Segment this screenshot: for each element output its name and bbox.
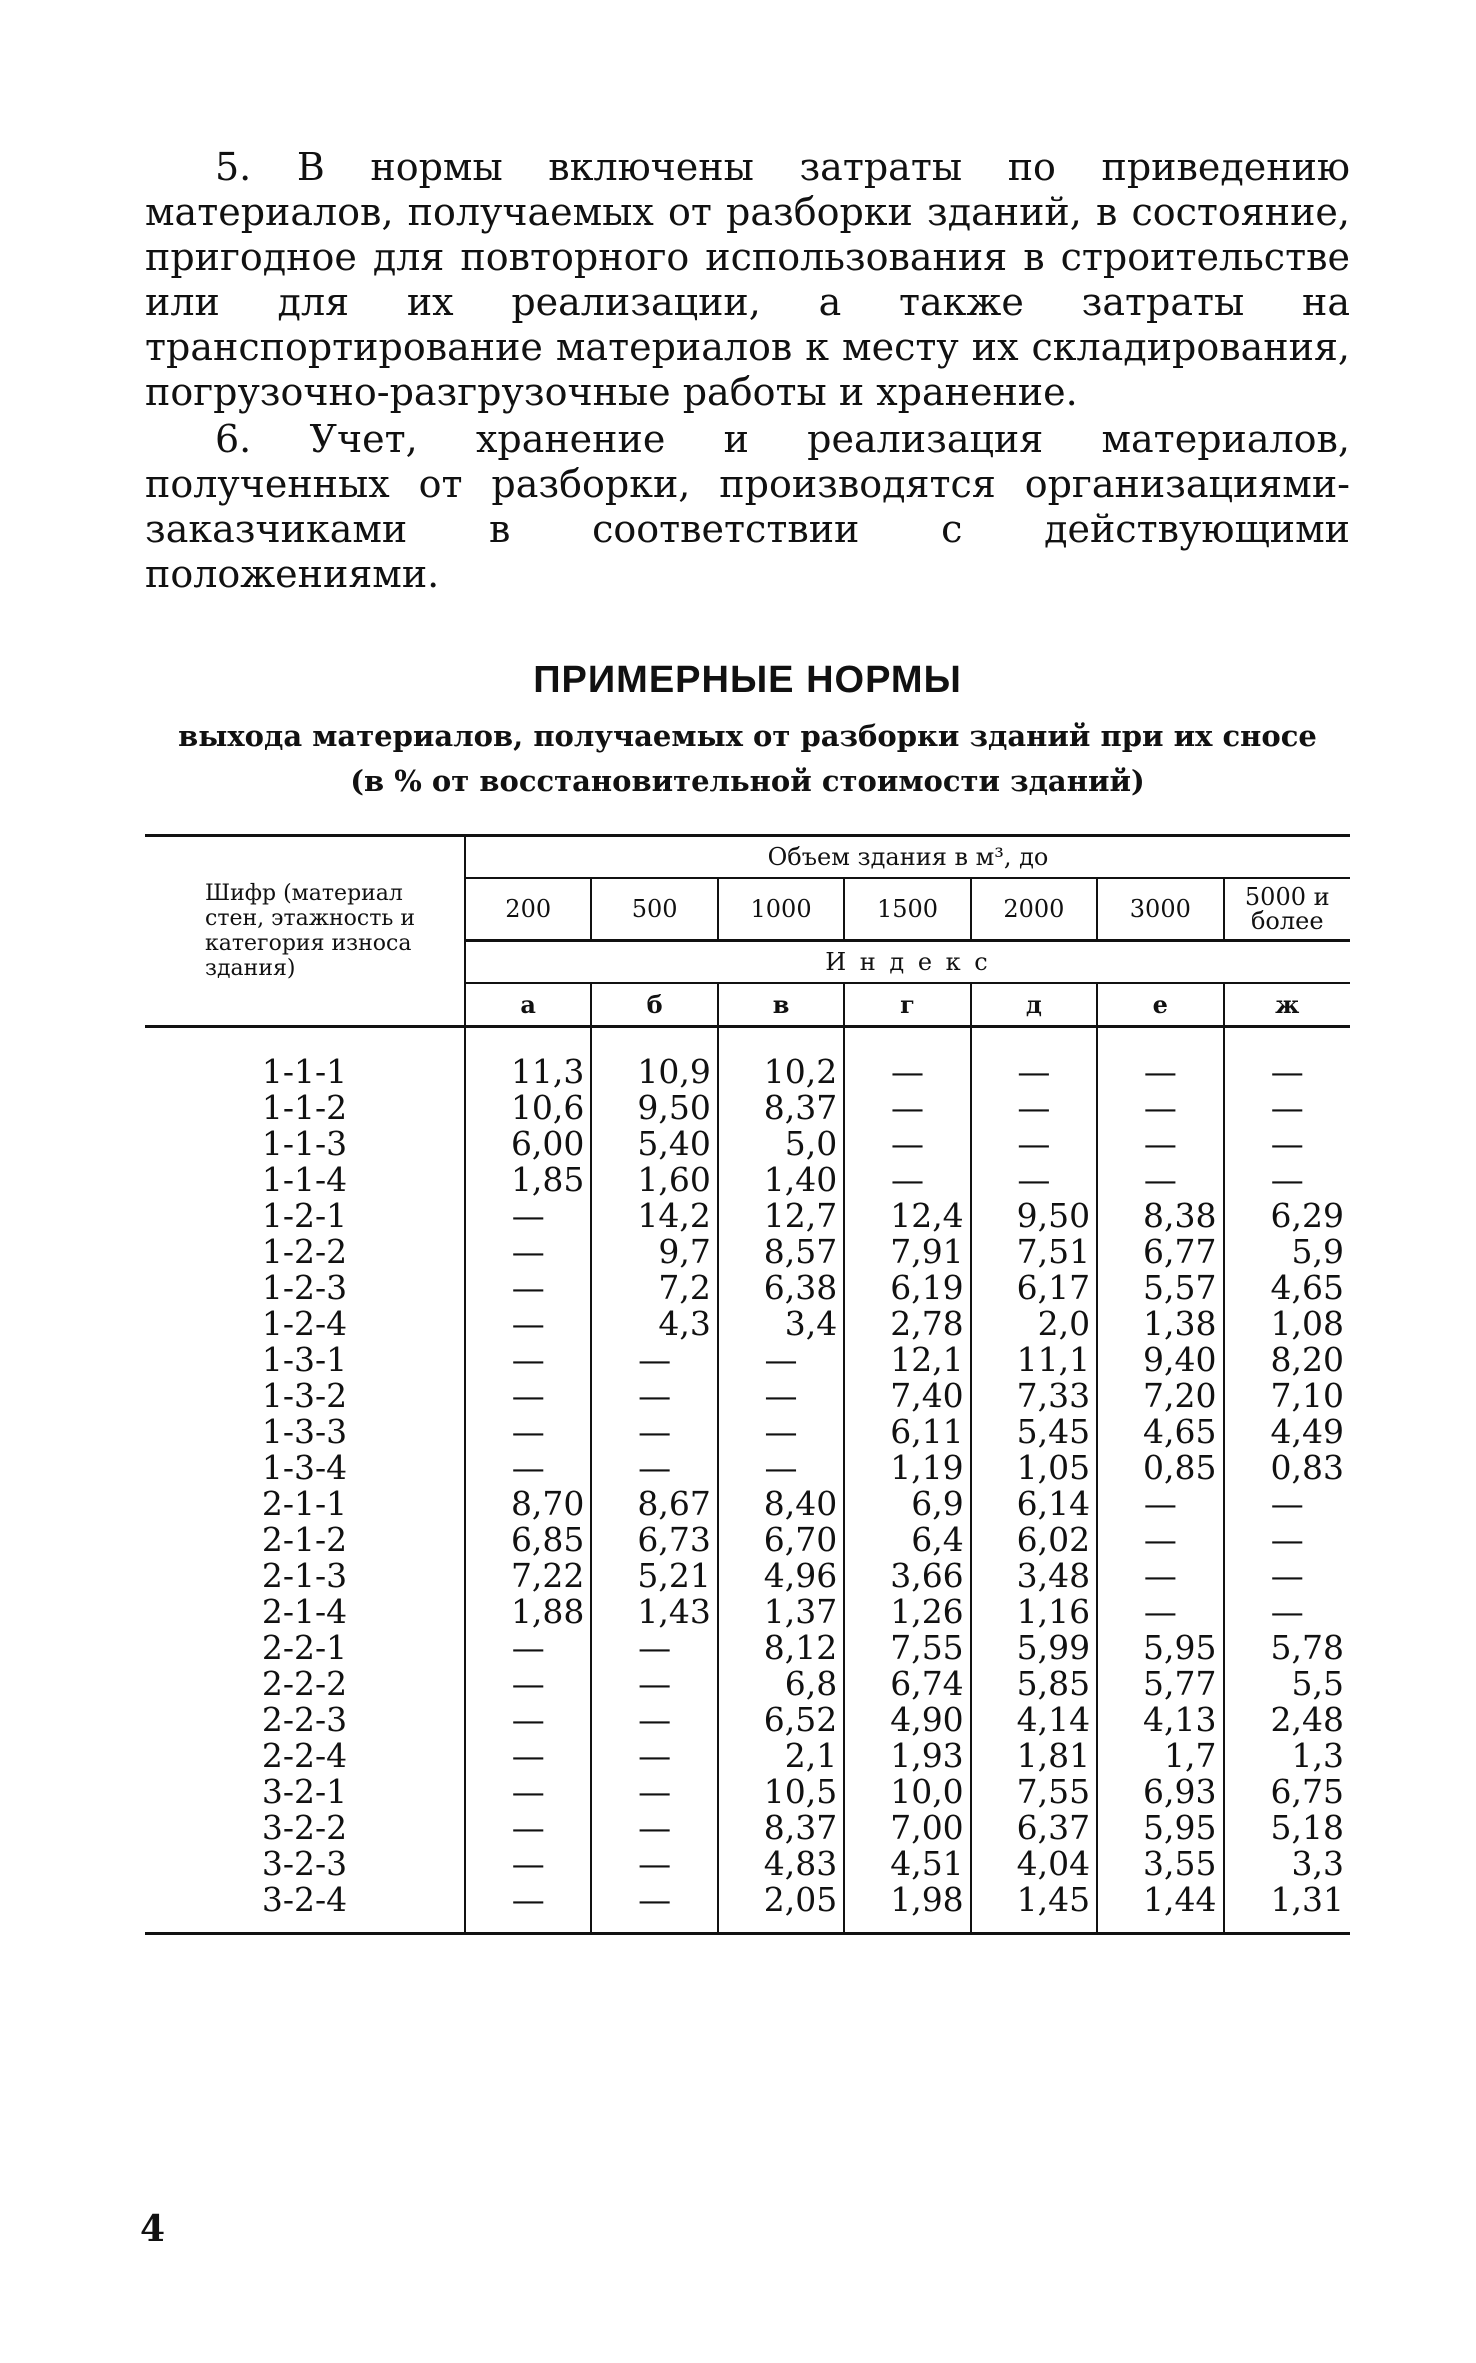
paragraph-5: 5. В нормы включены затраты по приведению материалов, получаемых от разборки зданий, в состояние, пригодное для повторного использования в строительстве или для их реализации, а также затраты на транспортирование материалов к месту их складирования, погрузочно-разгрузочные работы и хранение. <box>145 145 1350 414</box>
table-cell: — <box>1224 1126 1350 1162</box>
table-row <box>145 1594 1350 1630</box>
table-cell: 2,78 <box>844 1306 970 1342</box>
table-cell: 8,12 <box>718 1630 844 1666</box>
table-row <box>145 1702 1350 1738</box>
table-cell: — <box>465 1846 591 1882</box>
table-row <box>145 1414 1350 1450</box>
table-cell: — <box>971 1162 1097 1198</box>
table-cell: 12,4 <box>844 1198 970 1234</box>
table-cell: — <box>591 1738 717 1774</box>
row-code: 3-2-1 <box>261 1772 348 1811</box>
table-cell: 8,67 <box>591 1486 717 1522</box>
table-cell: — <box>465 1810 591 1846</box>
table-row <box>145 1450 1350 1486</box>
table-cell: — <box>1224 1594 1350 1630</box>
table-cell: 5,0 <box>718 1126 844 1162</box>
table-cell: 7,55 <box>971 1774 1097 1810</box>
volume-header-cell: 2000 <box>971 878 1097 941</box>
table-cell: 5,40 <box>591 1126 717 1162</box>
table-cell: 7,22 <box>465 1558 591 1594</box>
table-cell: — <box>1097 1594 1223 1630</box>
table-row <box>145 1270 1350 1306</box>
table-cell: — <box>591 1342 717 1378</box>
table-row <box>145 1378 1350 1414</box>
table-cell: — <box>1097 1162 1223 1198</box>
table-cell: 0,83 <box>1224 1450 1350 1486</box>
table-cell: 7,55 <box>844 1630 970 1666</box>
table-cell: 4,04 <box>971 1846 1097 1882</box>
table-row <box>145 1090 1350 1126</box>
table-cell: — <box>465 1306 591 1342</box>
table-cell: 2,48 <box>1224 1702 1350 1738</box>
table-cell: 6,38 <box>718 1270 844 1306</box>
table-cell: 1,40 <box>718 1162 844 1198</box>
table-cell: 6,02 <box>971 1522 1097 1558</box>
table-cell: 6,4 <box>844 1522 970 1558</box>
table-cell: — <box>465 1774 591 1810</box>
table-cell: 6,93 <box>1097 1774 1223 1810</box>
table-cell: 6,77 <box>1097 1234 1223 1270</box>
table-cell: — <box>1097 1522 1223 1558</box>
row-code: 1-1-3 <box>261 1124 348 1163</box>
table-row <box>145 1882 1350 1918</box>
table-cell: 4,49 <box>1224 1414 1350 1450</box>
table-cell: 6,00 <box>465 1126 591 1162</box>
table-cell: 4,90 <box>844 1702 970 1738</box>
table-cell: — <box>1097 1090 1223 1126</box>
table-cell: 6,52 <box>718 1702 844 1738</box>
table-cell: 6,70 <box>718 1522 844 1558</box>
table-cell: 5,45 <box>971 1414 1097 1450</box>
table-cell: 5,57 <box>1097 1270 1223 1306</box>
table-cell: — <box>844 1126 970 1162</box>
index-header: И н д е к с <box>465 941 1350 984</box>
table-cell: 4,83 <box>718 1846 844 1882</box>
table-cell: — <box>465 1702 591 1738</box>
volume-header-cell: 200 <box>465 878 591 941</box>
table-cell: — <box>465 1270 591 1306</box>
table-cell: 9,50 <box>591 1090 717 1126</box>
table-cell: 4,3 <box>591 1306 717 1342</box>
table-cell: 4,65 <box>1224 1270 1350 1306</box>
table-cell: 7,33 <box>971 1378 1097 1414</box>
table-cell: — <box>1224 1054 1350 1090</box>
volume-header-cell: 5000 и более <box>1224 878 1350 941</box>
row-code: 2-1-1 <box>261 1484 348 1523</box>
table-cell: 8,40 <box>718 1486 844 1522</box>
row-code: 1-2-2 <box>261 1232 348 1271</box>
table-cell: 1,31 <box>1224 1882 1350 1918</box>
table-cell: 4,96 <box>718 1558 844 1594</box>
table-cell: — <box>1224 1162 1350 1198</box>
index-header-cell: г <box>844 983 970 1027</box>
table-cell: 11,1 <box>971 1342 1097 1378</box>
table-cell: 5,85 <box>971 1666 1097 1702</box>
table-cell: — <box>1224 1522 1350 1558</box>
table-cell: 6,75 <box>1224 1774 1350 1810</box>
table-cell: — <box>591 1882 717 1918</box>
paragraph-6: 6. Учет, хранение и реализация материалов, полученных от разборки, производятся организациями-заказчиками в соответствии с действующими положениями. <box>145 417 1350 596</box>
row-code: 1-3-2 <box>261 1376 348 1415</box>
table-cell: — <box>591 1630 717 1666</box>
table-cell: 7,91 <box>844 1234 970 1270</box>
table-subtitle <box>145 714 1350 804</box>
table-cell: — <box>465 1378 591 1414</box>
table-cell: — <box>1097 1126 1223 1162</box>
table-cell: — <box>465 1630 591 1666</box>
table-cell: 8,70 <box>465 1486 591 1522</box>
table-cell: 1,7 <box>1097 1738 1223 1774</box>
table-cell: 1,38 <box>1097 1306 1223 1342</box>
table-cell: — <box>465 1234 591 1270</box>
table-row <box>145 1558 1350 1594</box>
volume-header-cell: 1000 <box>718 878 844 941</box>
table-cell: 8,57 <box>718 1234 844 1270</box>
table-cell: 1,16 <box>971 1594 1097 1630</box>
subtitle-line-2: (в % от восстановительной стоимости зданий) <box>350 764 1145 798</box>
table-row <box>145 1774 1350 1810</box>
table-cell: 2,05 <box>718 1882 844 1918</box>
table-cell: 1,98 <box>844 1882 970 1918</box>
row-code: 2-1-3 <box>261 1556 348 1595</box>
table-cell: 5,18 <box>1224 1810 1350 1846</box>
table-row <box>145 1234 1350 1270</box>
table-cell: 7,2 <box>591 1270 717 1306</box>
row-code: 1-1-2 <box>261 1088 348 1127</box>
table-cell: — <box>591 1846 717 1882</box>
table-cell: 6,8 <box>718 1666 844 1702</box>
row-code: 3-2-3 <box>261 1844 348 1883</box>
table-cell: — <box>591 1702 717 1738</box>
table-cell: 10,2 <box>718 1054 844 1090</box>
table-cell: 12,1 <box>844 1342 970 1378</box>
table-cell: 1,85 <box>465 1162 591 1198</box>
table-cell: 6,9 <box>844 1486 970 1522</box>
row-code: 1-3-1 <box>261 1340 348 1379</box>
table-cell: 4,51 <box>844 1846 970 1882</box>
table-cell: 1,44 <box>1097 1882 1223 1918</box>
index-header-cell: в <box>718 983 844 1027</box>
table-row <box>145 1054 1350 1090</box>
table-row <box>145 1522 1350 1558</box>
table-cell: 6,11 <box>844 1414 970 1450</box>
table-cell: — <box>591 1810 717 1846</box>
table-cell: — <box>718 1342 844 1378</box>
table-cell: 1,60 <box>591 1162 717 1198</box>
volume-header-cell: 3000 <box>1097 878 1223 941</box>
table-cell: — <box>1097 1558 1223 1594</box>
row-code: 2-2-3 <box>261 1700 348 1739</box>
row-code: 1-2-4 <box>261 1304 348 1343</box>
table-row <box>145 1162 1350 1198</box>
table-cell: — <box>1224 1486 1350 1522</box>
table-cell: — <box>465 1342 591 1378</box>
table-cell: — <box>465 1666 591 1702</box>
row-code: 1-1-4 <box>261 1160 348 1199</box>
table-cell: — <box>591 1414 717 1450</box>
volume-header: Объем здания в м³, до <box>465 836 1350 879</box>
table-cell: 3,48 <box>971 1558 1097 1594</box>
table-cell: 10,5 <box>718 1774 844 1810</box>
table-cell: — <box>844 1162 970 1198</box>
stub-header: Шифр (материал стен, этажность и категория износа здания) <box>145 836 465 1027</box>
table-cell: — <box>465 1198 591 1234</box>
table-cell: — <box>718 1450 844 1486</box>
index-header-cell: б <box>591 983 717 1027</box>
row-code: 1-1-1 <box>261 1052 348 1091</box>
table-cell: 3,55 <box>1097 1846 1223 1882</box>
page-content <box>145 145 1350 1935</box>
table-row <box>145 1342 1350 1378</box>
table-cell: 1,05 <box>971 1450 1097 1486</box>
table-row <box>145 1738 1350 1774</box>
table-cell: 6,14 <box>971 1486 1097 1522</box>
row-code: 1-2-1 <box>261 1196 348 1235</box>
table-cell: — <box>844 1090 970 1126</box>
table-row <box>145 1630 1350 1666</box>
table-cell: 8,37 <box>718 1810 844 1846</box>
row-code: 2-1-2 <box>261 1520 348 1559</box>
table-cell: 1,45 <box>971 1882 1097 1918</box>
row-code: 2-1-4 <box>261 1592 348 1631</box>
table-cell: 8,38 <box>1097 1198 1223 1234</box>
table-cell: — <box>465 1882 591 1918</box>
table-row <box>145 1810 1350 1846</box>
norms-table <box>145 834 1350 1935</box>
table-cell: — <box>591 1666 717 1702</box>
row-code: 1-3-3 <box>261 1412 348 1451</box>
table-cell: 7,00 <box>844 1810 970 1846</box>
table-cell: 6,17 <box>971 1270 1097 1306</box>
table-cell: — <box>465 1414 591 1450</box>
table-cell: — <box>591 1450 717 1486</box>
index-header-cell: д <box>971 983 1097 1027</box>
table-row <box>145 1486 1350 1522</box>
table-cell: 9,7 <box>591 1234 717 1270</box>
table-row <box>145 1198 1350 1234</box>
table-cell: — <box>591 1774 717 1810</box>
table-cell: 1,26 <box>844 1594 970 1630</box>
table-cell: 1,08 <box>1224 1306 1350 1342</box>
table-cell: 4,65 <box>1097 1414 1223 1450</box>
table-cell: 6,37 <box>971 1810 1097 1846</box>
table-cell: — <box>971 1054 1097 1090</box>
table-cell: 10,6 <box>465 1090 591 1126</box>
table-cell: 1,88 <box>465 1594 591 1630</box>
row-code: 2-2-4 <box>261 1736 348 1775</box>
table-cell: 3,66 <box>844 1558 970 1594</box>
table-body <box>145 1027 1350 1934</box>
table-cell: 1,93 <box>844 1738 970 1774</box>
table-cell: — <box>1224 1558 1350 1594</box>
table-cell: — <box>971 1090 1097 1126</box>
row-code: 1-2-3 <box>261 1268 348 1307</box>
table-cell: 6,73 <box>591 1522 717 1558</box>
table-cell: 5,9 <box>1224 1234 1350 1270</box>
table-cell: — <box>591 1378 717 1414</box>
row-code: 2-2-2 <box>261 1664 348 1703</box>
table-cell: 1,37 <box>718 1594 844 1630</box>
table-cell: 9,50 <box>971 1198 1097 1234</box>
row-code: 1-3-4 <box>261 1448 348 1487</box>
table-cell: 6,74 <box>844 1666 970 1702</box>
table-cell: 5,78 <box>1224 1630 1350 1666</box>
table-cell: 4,14 <box>971 1702 1097 1738</box>
table-row <box>145 1126 1350 1162</box>
table-cell: 5,5 <box>1224 1666 1350 1702</box>
table-cell: 4,13 <box>1097 1702 1223 1738</box>
table-row <box>145 1306 1350 1342</box>
table-cell: 5,77 <box>1097 1666 1223 1702</box>
table-cell: 1,19 <box>844 1450 970 1486</box>
table-cell: 2,1 <box>718 1738 844 1774</box>
index-header-cell: ж <box>1224 983 1350 1027</box>
table-cell: 0,85 <box>1097 1450 1223 1486</box>
table-cell: 5,99 <box>971 1630 1097 1666</box>
row-code: 2-2-1 <box>261 1628 348 1667</box>
table-cell: 7,20 <box>1097 1378 1223 1414</box>
table-cell: — <box>718 1414 844 1450</box>
table-cell: 1,43 <box>591 1594 717 1630</box>
table-title: ПРИМЕРНЫЕ НОРМЫ <box>533 659 962 701</box>
table-cell: 5,21 <box>591 1558 717 1594</box>
table-cell: 7,40 <box>844 1378 970 1414</box>
table-cell: — <box>1097 1054 1223 1090</box>
index-header-cell: е <box>1097 983 1223 1027</box>
table-cell: 6,19 <box>844 1270 970 1306</box>
table-cell: 3,3 <box>1224 1846 1350 1882</box>
table-cell: 3,4 <box>718 1306 844 1342</box>
page-number: 4 <box>140 2208 166 2250</box>
table-cell: 5,95 <box>1097 1810 1223 1846</box>
table-cell: — <box>1097 1486 1223 1522</box>
table-cell: — <box>971 1126 1097 1162</box>
table-cell: 7,10 <box>1224 1378 1350 1414</box>
table-cell: 9,40 <box>1097 1342 1223 1378</box>
table-cell: 11,3 <box>465 1054 591 1090</box>
table-cell: 8,37 <box>718 1090 844 1126</box>
table-cell: 14,2 <box>591 1198 717 1234</box>
table-cell: 12,7 <box>718 1198 844 1234</box>
subtitle-line-1: выхода материалов, получаемых от разборки зданий при их сносе <box>178 719 1317 753</box>
table-cell: 1,81 <box>971 1738 1097 1774</box>
table-cell: 10,0 <box>844 1774 970 1810</box>
table-cell: — <box>718 1378 844 1414</box>
table-cell: — <box>465 1738 591 1774</box>
table-cell: 5,95 <box>1097 1630 1223 1666</box>
table-cell: 6,29 <box>1224 1198 1350 1234</box>
table-cell: 8,20 <box>1224 1342 1350 1378</box>
table-cell: 6,85 <box>465 1522 591 1558</box>
volume-header-cell: 1500 <box>844 878 970 941</box>
row-code: 3-2-4 <box>261 1880 348 1919</box>
row-code: 3-2-2 <box>261 1808 348 1847</box>
table-cell: 1,3 <box>1224 1738 1350 1774</box>
table-row <box>145 1666 1350 1702</box>
table-row <box>145 1846 1350 1882</box>
table-cell: — <box>1224 1090 1350 1126</box>
table-cell: — <box>465 1450 591 1486</box>
volume-header-cell: 500 <box>591 878 717 941</box>
table-cell: 2,0 <box>971 1306 1097 1342</box>
table-cell: 7,51 <box>971 1234 1097 1270</box>
index-header-cell: а <box>465 983 591 1027</box>
table-cell: — <box>844 1054 970 1090</box>
table-cell: 10,9 <box>591 1054 717 1090</box>
